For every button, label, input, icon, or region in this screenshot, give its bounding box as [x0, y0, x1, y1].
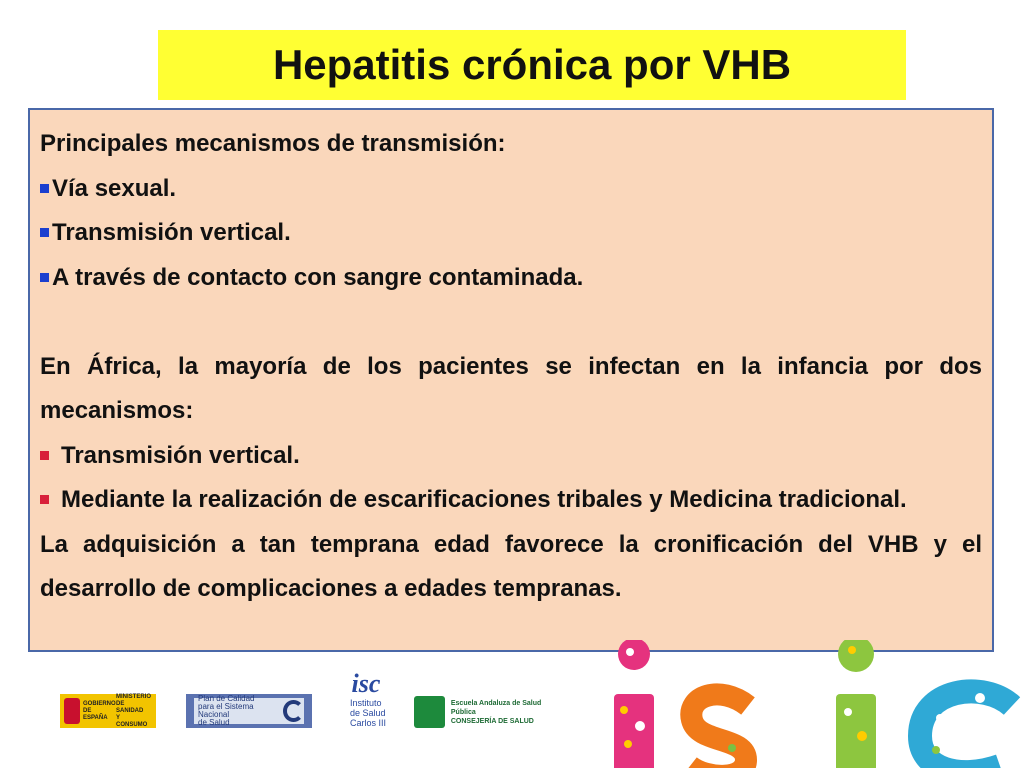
- letter-c: [920, 691, 1012, 768]
- title-banner: [158, 30, 906, 100]
- spacer: [40, 300, 982, 345]
- letter-i2-stem: [836, 694, 876, 768]
- letter-i2-dot: [838, 640, 874, 672]
- isciii-logo: isc Instituto de Salud Carlos III: [350, 669, 387, 728]
- square-bullet-icon: [40, 495, 49, 504]
- conclusion: La adquisición a tan temprana edad favorece la cronificación del VHB y el desarrollo de complicaciones a edades tempranas.: [40, 530, 982, 602]
- coat-of-arms-icon: [64, 698, 80, 724]
- gobierno-espana-logo: GOBIERNO DE ESPAÑA MINISTERIO DE SANIDAD Y CONSUMO: [60, 694, 156, 728]
- slide-title: Hepatitis crónica por VHB: [272, 41, 792, 88]
- square-bullet-icon: [40, 273, 49, 282]
- square-bullet-icon: [40, 451, 49, 460]
- transmission-heading: Principales mecanismos de transmisión:: [40, 130, 506, 157]
- square-bullet-icon: [40, 184, 49, 193]
- list-item: Vía sexual.: [40, 167, 982, 212]
- junta-andalucia-logo: Escuela Andaluza de Salud Pública CONSEJERÍA DE SALUD: [414, 692, 564, 732]
- list-item: A través de contacto con sangre contaminada.: [40, 256, 982, 301]
- c-mark-icon: [283, 700, 304, 722]
- letter-i-dot: [618, 640, 650, 670]
- square-bullet-icon: [40, 228, 49, 237]
- africa-intro: En África, la mayoría de los pacientes se infectan en la infancia por dos mecanismos:: [40, 352, 982, 424]
- list-item: Transmisión vertical.: [40, 434, 982, 479]
- content-box: [28, 108, 994, 652]
- decorative-letters-graphic: [600, 640, 1024, 768]
- plan-calidad-logo: Plan de Calidad para el Sistema Nacional de Salud: [186, 694, 312, 728]
- letter-i-stem: [614, 694, 654, 768]
- junta-emblem-icon: [414, 696, 445, 728]
- list-item: Mediante la realización de escarificaciones tribales y Medicina tradicional.: [40, 478, 982, 523]
- list-item: Transmisión vertical.: [40, 211, 982, 256]
- letter-s: [690, 694, 748, 768]
